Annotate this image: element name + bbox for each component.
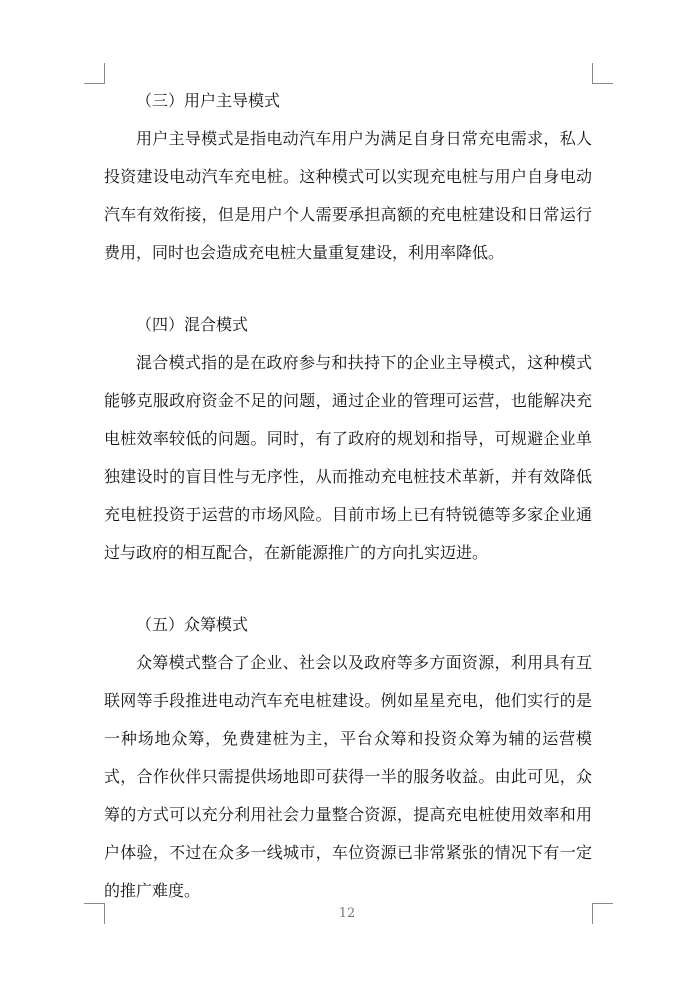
section-heading-hybrid: （四）混合模式 bbox=[136, 315, 249, 334]
section-heading-crowdfunding: （五）众筹模式 bbox=[136, 615, 249, 634]
section-body-hybrid: 混合模式指的是在政府参与和扶持下的企业主导模式，这种模式能够克服政府资金不足的问题，通过企业的管理可运营，也能解决充电桩效率较低的问题。同时，有了政府的规划和指导，可规避企业单独建设时的盲目性与无序性，从而推动充电桩技术革新，并有效降低充电桩投资于运营的市场风险。目前市场上已有特锐德等多家企业通过与政府的相互配合，在新能源推广的方向扎实迈进。 bbox=[104, 353, 592, 562]
section-body-crowdfunding: 众筹模式整合了企业、社会以及政府等多方面资源，利用具有互联网等手段推进电动汽车充电桩建设。例如星星充电，他们实行的是一种场地众筹，免费建桩为主，平台众筹和投资众筹为辅的运营模式，合作伙伴只需提供场地即可获得一半的服务收益。由此可见，众筹的方式可以充分利用社会力量整合资源，提高充电桩使用效率和用户体验，不过在众多一线城市，车位资源已非常紧张的情况下有一定的推广难度。 bbox=[104, 653, 592, 900]
page-number: 12 bbox=[338, 906, 356, 921]
section-body-user-led: 用户主导模式是指电动汽车用户为满足自身日常充电需求，私人投资建设电动汽车充电桩。这种模式可以实现充电桩与用户自身电动汽车有效衔接，但是用户个人需要承担高额的充电桩建设和日常运行费用，同时也会造成充电桩大量重复建设，利用率降低。 bbox=[104, 129, 592, 262]
crop-mark-top-left bbox=[84, 63, 105, 84]
section-heading-user-led: （三）用户主导模式 bbox=[136, 91, 281, 110]
crop-mark-top-right bbox=[592, 63, 613, 84]
page-content bbox=[104, 82, 592, 910]
